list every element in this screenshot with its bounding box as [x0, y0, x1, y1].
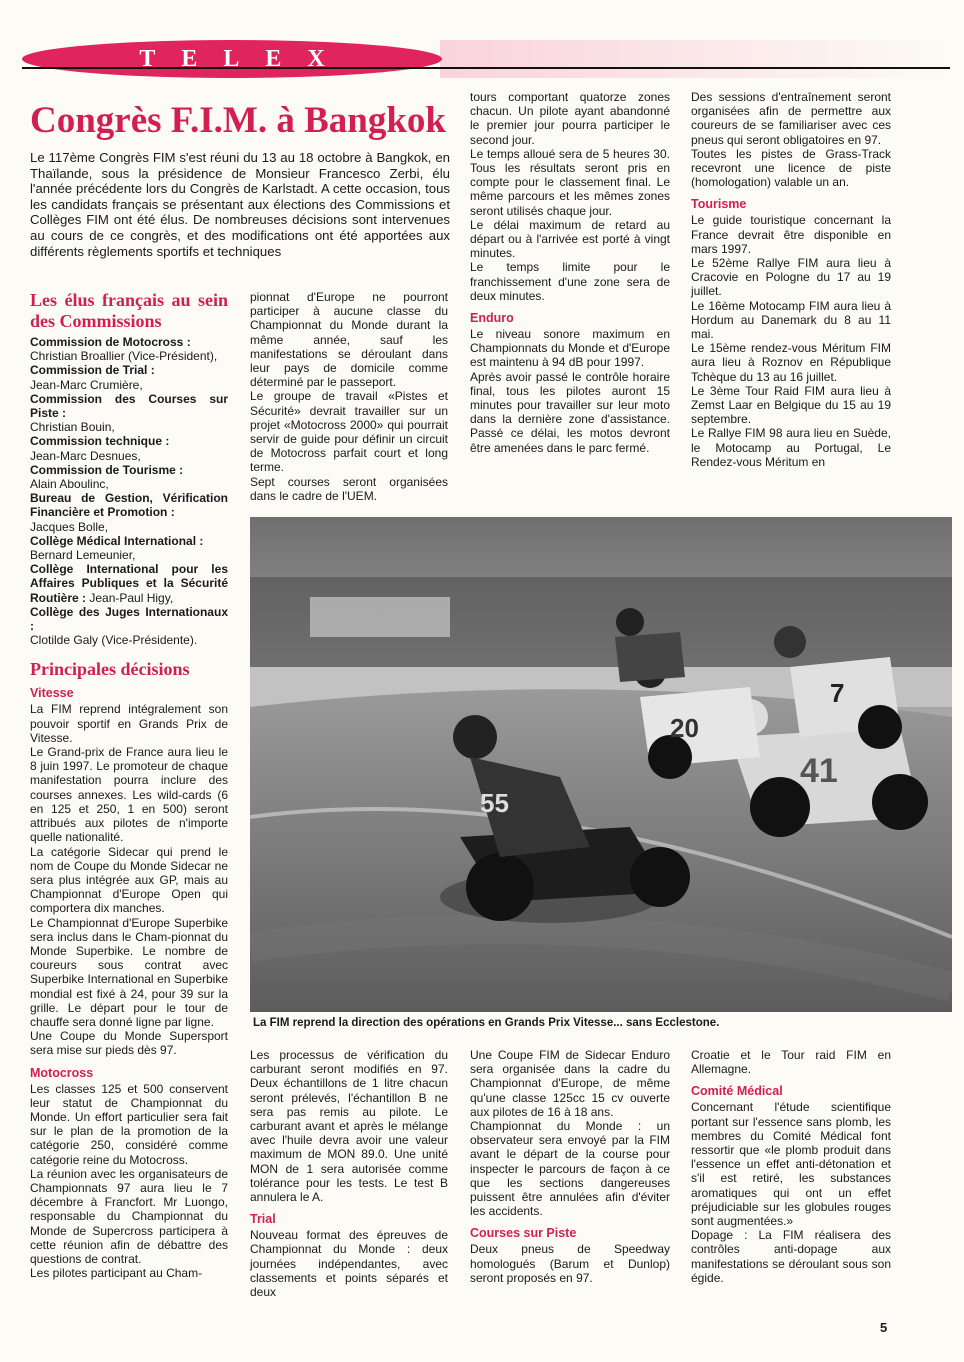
column-3-bottom — [470, 1048, 670, 1285]
elus-value: Bernard Lemeunier, — [30, 548, 136, 563]
elus-value: Jean-Marc Crumière, — [30, 377, 143, 392]
elus-value: Clotilde Galy (Vice-Présidente). — [30, 633, 198, 648]
tourisme-paragraph: Le 16ème Motocamp FIM aura lieu à Hordum au Danemark du 8 au 11 mai. — [691, 298, 891, 342]
col2-paragraph: Sept courses seront organisées dans le cadre de l'UEM. — [250, 474, 448, 503]
svg-text:55: 55 — [480, 788, 509, 818]
column-2-bottom — [250, 1048, 448, 1299]
elus-value: Christian Broallier (Vice-Président), — [30, 349, 218, 364]
elus-label: Collège Médical International : — [30, 533, 204, 548]
trial-paragraph: Nouveau format des épreuves de Championnat du Monde : deux journées indépendantes, avec classements et points séparés et deux — [250, 1228, 448, 1300]
tourisme-paragraph: Le 3ème Tour Raid FIM aura lieu à Zemst Laar en Belgique du 15 au 19 septembre. — [691, 383, 891, 427]
elus-label: Commission des Courses sur Piste : — [30, 391, 228, 421]
tourisme-paragraph: Le 15ème rendez-vous Méritum FIM aura lieu à Roznov en République Tchèque du 13 au 16 juillet. — [691, 341, 891, 384]
motocross-paragraph: La réunion avec les organisateurs de Championnats 97 aura lieu le 7 décembre à Francfort. Mr Luongo, responsable du Championnat du Monde de Supercross participera à cette réunion afin de débattre des questions de contrat. — [30, 1166, 228, 1266]
col3-bottom-paragraph: Championnat du Monde : un observateur sera envoyé par la FIM avant le départ de la course pour inspecter le parcours de façon à ce que les sections dangereuses puissent être annulées afin d'éviter les accidents. — [470, 1119, 670, 1219]
col3-bottom-paragraph: Une Coupe FIM de Sidecar Enduro sera organisée dans la cadre du Championnat d'Europe, de même qu'une classe 125cc 15 cv ouverte aux pilotes de 16 à 18 ans. — [470, 1048, 670, 1119]
piste-title: Courses sur Piste — [470, 1226, 577, 1241]
col4-paragraph: Des sessions d'entraînement seront organisées afin de permettre aux coureurs de se familiariser avec ces pneus qui seront obligatoires en 97. — [691, 90, 891, 147]
elus-label: Collège des Juges Internationaux : — [30, 604, 228, 634]
column-1 — [30, 290, 228, 1280]
vitesse-paragraph: Une Coupe du Monde Supersport sera mise sur pieds dès 97. — [30, 1029, 228, 1058]
elus-list — [30, 335, 228, 647]
col3-paragraph: tours comportant quatorze zones chacun. Un pilote ayant abandonné le premier jour pourra participer le second jour. — [470, 90, 670, 147]
col4-bottom-paragraph: Croatie et le Tour raid FIM en Allemagne. — [691, 1048, 891, 1077]
col4-paragraph: Toutes les pistes de Grass-Track recevront une licence de piste (homologation) valable un an. — [691, 146, 891, 190]
column-2-top — [250, 290, 448, 503]
motocross-title: Motocross — [30, 1065, 94, 1080]
photo-caption: La FIM reprend la direction des opérations en Grands Prix Vitesse... sans Ecclestone. — [253, 1017, 720, 1029]
svg-text:20: 20 — [670, 713, 699, 743]
svg-text:41: 41 — [800, 752, 838, 790]
medical-paragraph: Concernant l'étude scientifique portant sur l'essence sans plomb, les membres du Comité Médical font ressortir que «le plomb produit dans l'essence un effet anti-détonation et s'il est retiré, les substances aromatiques qui ont un effet préjudiciable sur les globules rouges sont augmentées.» — [691, 1100, 891, 1229]
vitesse-paragraph: La FIM reprend intégralement son pouvoir sportif en Grands Prix de Vitesse. — [30, 702, 228, 745]
enduro-paragraph: Après avoir passé le contrôle horaire final, tous les pilotes auront 15 minutes pour travailler sur leur moto dans la dernière zone d'assistance. Passé ce délai, les motos devront être amenées dans le parc fermé. — [470, 369, 670, 455]
tourisme-paragraph: Le 52ème Rallye FIM aura lieu à Cracovie en Pologne du 17 au 19 juillet. — [691, 256, 891, 299]
vitesse-paragraph: Le Grand-prix de France aura lieu le 8 juin 1997. Le promoteur de chaque manifestation pourra inclure des courses annexes. Les wild-cards (6 en 125 et 250, 1 en 500) seront attribués aux pilotes de n'importe quelle nationalité. — [30, 745, 228, 845]
telex-banner-fade — [440, 40, 950, 78]
article-intro: Le 117ème Congrès FIM s'est réuni du 13 au 18 octobre à Bangkok, en Thaïlande, sous la présidence de Monsieur Francesco Zerbi, élu l'année précédente lors du Congrès de Karlstadt. A cette occasion, tous les candidats français se présentant aux élections des Commissions et Collèges FIM ont été élus. De nombreuses décisions sont intervenues au cours de ce congrès, et des modifications ont été apportées aux différents règlements sportifs et techniques — [30, 150, 450, 259]
article-title: Congrès F.I.M. à Bangkok — [30, 100, 446, 141]
elus-value: Jacques Bolle, — [30, 519, 109, 534]
tourisme-paragraph: Le guide touristique concernant la France devrait être disponible en mars 1997. — [691, 213, 891, 256]
vitesse-paragraph: La catégorie Sidecar qui prend le nom de Coupe du Monde Sidecar ne sera plus intégrée aux GP, mais au Championnat d'Europe Open qui comportera dix manches. — [30, 844, 228, 916]
race-photo — [250, 517, 952, 1012]
decisions-heading: Principales décisions — [30, 659, 190, 680]
col2-paragraph: Le groupe de travail «Pistes et Sécurité» devrait travailler sur un projet «Motocross 2000» qui pourrait servir de guide pour définir un circuit de Motocross parfait court et long terme. — [250, 389, 448, 475]
telex-label: TELEX — [139, 46, 351, 72]
col3-paragraph: Le temps alloué sera de 5 heures 30. Tous les résultats seront pris en compte pour le classement final. Le même parcours et les mêmes zones seront utilisés chaque jour. — [470, 146, 670, 218]
elus-label: Commission technique : — [30, 434, 170, 449]
elus-label: Bureau de Gestion, Vérification Financière et Promotion : — [30, 491, 228, 520]
enduro-title: Enduro — [470, 311, 514, 326]
medical-paragraph: Dopage : La FIM réalisera des contrôles anti-dopage aux manifestations se déroulant sous son égide. — [691, 1228, 891, 1285]
race-photo-illustration — [250, 517, 952, 1012]
trial-title: Trial — [250, 1212, 276, 1227]
enduro-paragraph: Le niveau sonore maximum en Championnats du Monde et d'Europe est maintenu à 94 dB pour 1997. — [470, 327, 670, 370]
column-3-top — [470, 90, 670, 455]
elus-label: Commission de Motocross : — [30, 335, 191, 349]
vitesse-paragraph: Le Championnat d'Europe Superbike sera inclus dans le Cham-pionnat du Monde Superbike. Le nombre de coureurs sous contrat avec Superbike International en Superbike mondial est fixé à 24, pour 39 sur la grille. Le départ pour le tour de chauffe sera donné ligne par ligne. — [30, 915, 228, 1029]
medical-title: Comité Médical — [691, 1084, 783, 1099]
col2-paragraph: pionnat d'Europe ne pourront participer à aucune classe du Championnat du Monde durant la même année, sauf les manifestations se déroulant dans leur pays de domicile comme déterminé par le passeport. — [250, 290, 448, 390]
column-4-bottom — [691, 1048, 891, 1285]
tourisme-paragraph: Le Rallye FIM 98 aura lieu en Suède, le Motocamp au Portugal, Le Rendez-vous Méritum en — [691, 426, 891, 469]
page-number: 5 — [880, 1320, 888, 1335]
elus-value: Alain Aboulinc, — [30, 477, 109, 492]
svg-text:7: 7 — [830, 678, 845, 708]
elus-value: Jean-Marc Desnues, — [30, 448, 141, 463]
col3-paragraph: Le temps limite pour le franchissement d'une zone sera de deux minutes. — [470, 260, 670, 303]
motocross-paragraph: Les pilotes participant au Cham- — [30, 1266, 203, 1281]
elus-value: Christian Bouin, — [30, 420, 115, 435]
vitesse-title: Vitesse — [30, 686, 74, 701]
tourisme-title: Tourisme — [691, 197, 747, 212]
elus-label: Collège International pour les Affaires Publiques et la Sécurité Routière : — [30, 562, 228, 605]
elus-label: Commission de Tourisme : — [30, 462, 184, 477]
col3-paragraph: Le délai maximum de retard au départ ou à l'arrivée est porté à vingt minutes. — [470, 217, 670, 261]
elus-heading: Les élus français au sein des Commissions — [30, 290, 228, 331]
column-4-top — [691, 90, 891, 469]
elus-value: Jean-Paul Higy, — [89, 590, 174, 605]
col2-bottom-paragraph: Les processus de vérification du carburant seront modifiés en 97. Deux échantillons de 1 litre chacun seront prélevés, l'échantillon B ne sera pas remis au pilote. Le carburant avant et après le mélange avec l'huile devra avoir une valeur maximum de MON 89.0. Une unité MON de 1 sera autorisée comme tolérance pour les tests. Le test B annulera le A. — [250, 1048, 448, 1205]
motocross-paragraph: Les classes 125 et 500 conservent leur statut de Championnat du Monde. Un effort particulier sera fait sur le plan de la promotion de la catégorie 250, considéré comme catégorie reine du Motocross. — [30, 1081, 228, 1167]
elus-label: Commission de Trial : — [30, 363, 155, 378]
piste-paragraph: Deux pneus de Speedway homologués (Barum et Dunlop) seront proposés en 97. — [470, 1242, 670, 1285]
